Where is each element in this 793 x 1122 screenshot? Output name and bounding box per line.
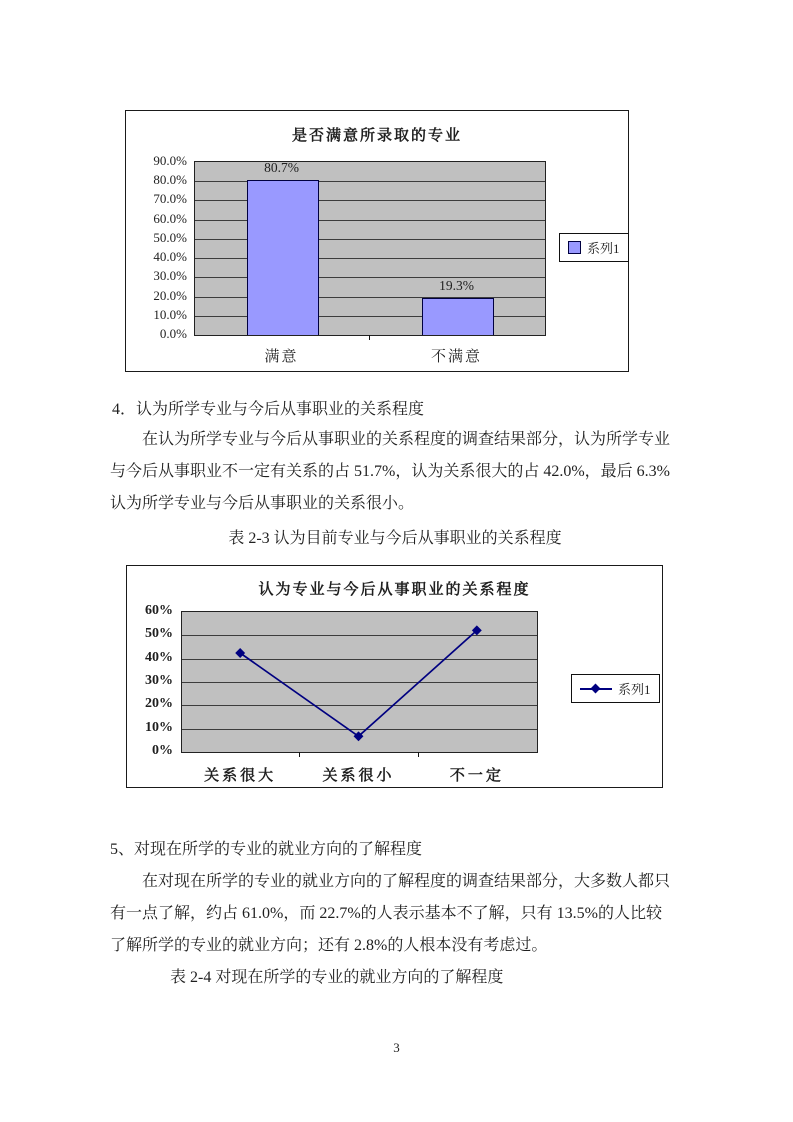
paragraph-line: 在对现在所学的专业的就业方向的了解程度的调查结果部分，大多数人都只 [142,873,671,890]
paragraph-line: 与今后从事职业不一定有关系的占 51.7%，认为关系很大的占 42.0%，最后 6.3% [110,463,670,480]
x-axis-category-label: 关系很小 [322,768,395,784]
y-axis-tick-label: 30% [145,673,173,688]
table-2-4-caption: 表 2-4 对现在所学的专业的就业方向的了解程度 [170,969,504,986]
chart-legend [559,233,629,262]
y-axis-tick-label: 10% [145,719,173,735]
bar-chart-plot-area [194,161,546,336]
y-axis-tick-label: 50.0% [153,229,187,245]
y-axis-tick-label: 90.0% [153,153,187,168]
y-axis-tick-label: 20% [145,696,173,712]
paragraph-line: 了解所学的专业的就业方向；还有 2.8%的人根本没有考虑过。 [110,937,548,954]
paragraph-line: 在认为所学专业与今后从事职业的关系程度的调查结果部分，认为所学专业 [142,431,671,448]
legend-label: 系列1 [587,241,620,256]
y-axis-tick-label: 60.0% [153,210,187,226]
y-axis-tick-label: 80.0% [153,172,187,188]
x-axis-tick [418,752,419,757]
y-axis-tick-label: 40.0% [153,249,187,265]
page-number: 3 [393,1040,400,1055]
y-axis-tick-label: 10.0% [153,306,187,322]
career-relation-line-chart [126,565,663,788]
bar-1 [247,180,319,335]
x-axis-tick [369,335,370,340]
bar-2 [422,298,494,335]
x-axis-category-label: 满意 [264,349,299,365]
series-line [240,630,477,736]
series-svg [181,611,536,751]
y-axis-tick-label: 60% [145,603,173,618]
y-axis-tick-label: 0.0% [159,326,187,341]
y-axis-tick-label: 20.0% [153,287,187,303]
series-swatch-icon [568,241,581,254]
x-axis-tick [299,752,300,757]
paragraph-line: 有一点了解，约占 61.0%，而 22.7%的人表示基本不了解，只有 13.5%的人比较 [110,905,662,922]
chart-legend [571,674,660,703]
data-label: 80.7% [264,159,299,175]
legend-label: 系列1 [618,682,651,697]
y-axis-tick-label: 50% [145,626,173,642]
table-2-3-caption: 表 2-3 认为目前专业与今后从事职业的关系程度 [228,530,562,547]
y-axis-tick-label: 30.0% [153,268,187,284]
x-axis-category-label: 不一定 [449,768,504,784]
diamond-marker-icon [591,683,601,693]
satisfaction-bar-chart [125,110,629,372]
section-heading-5: 5、对现在所学的专业的就业方向的了解程度 [110,841,423,858]
series-line-icon [580,688,612,690]
paragraph-line: 认为所学专业与今后从事职业的关系很小。 [110,495,415,512]
chart-title: 认为专业与今后从事职业的关系程度 [258,582,531,598]
data-label: 19.3% [439,277,474,293]
section-heading-4: 4．认为所学专业与今后从事职业的关系程度 [112,401,425,418]
x-axis-category-label: 不满意 [430,349,482,365]
x-axis-category-label: 关系很大 [204,768,277,784]
chart-title: 是否满意所录取的专业 [291,128,462,144]
y-axis-tick-label: 0% [152,743,173,758]
y-axis-tick-label: 40% [145,649,173,665]
y-axis-tick-label: 70.0% [153,191,187,207]
